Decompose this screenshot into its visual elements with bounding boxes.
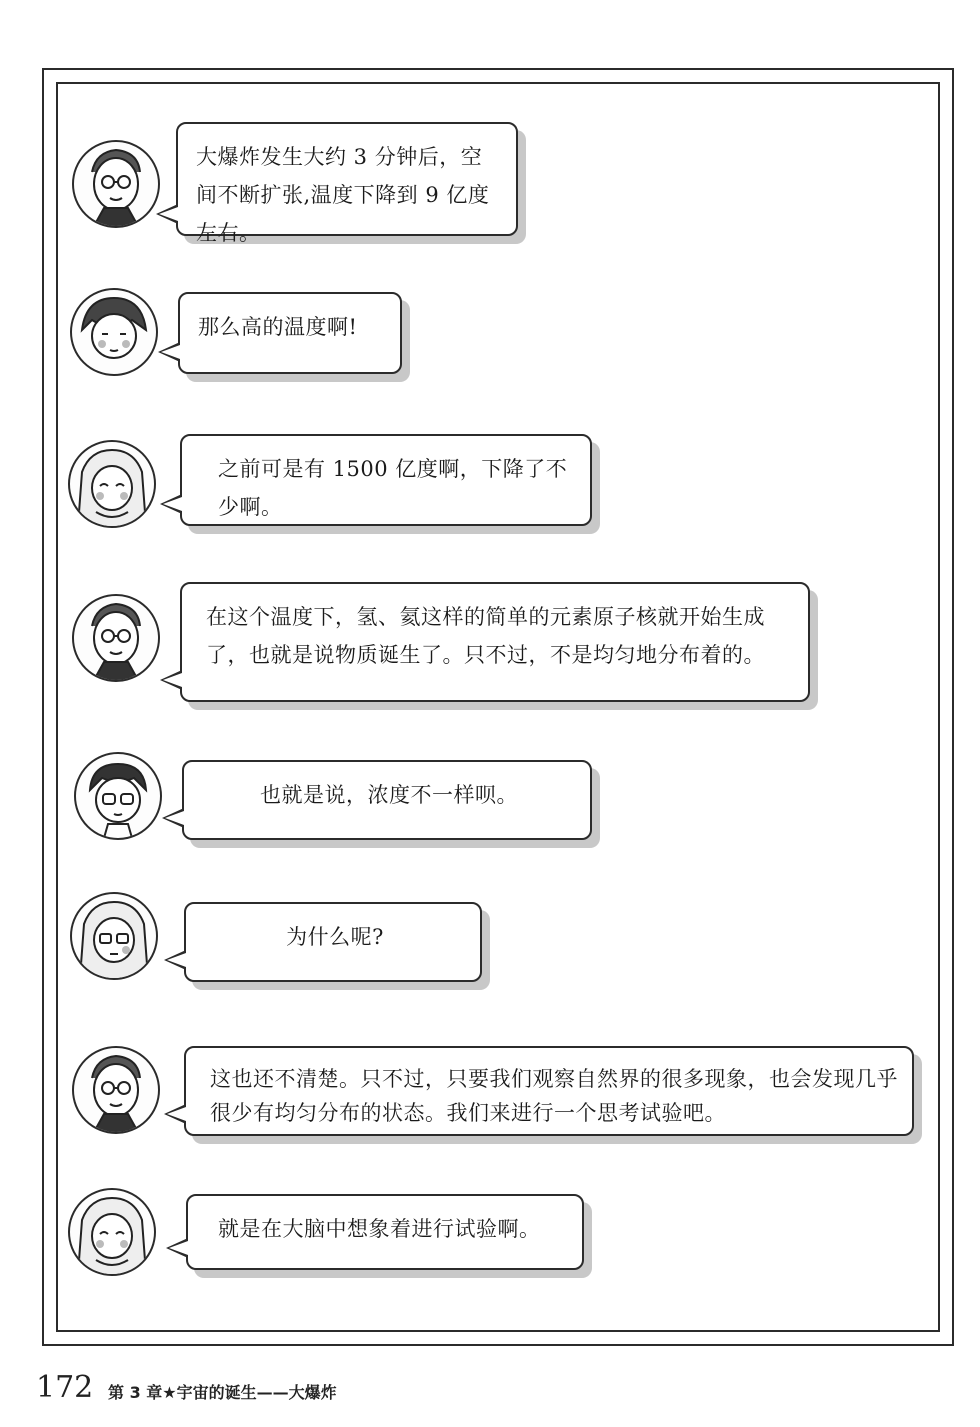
professor-avatar-icon — [72, 140, 160, 228]
boy-glasses-avatar-icon — [74, 752, 162, 840]
page-number: 172 — [36, 1370, 94, 1405]
girl-ponytail-avatar-icon — [70, 288, 158, 376]
speech-bubble — [186, 1194, 584, 1270]
dialogue-text: 为什么呢? — [286, 925, 384, 949]
bubble-tail — [156, 204, 178, 224]
dialogue-text: 就是在大脑中想象着进行试验啊。 — [218, 1217, 541, 1241]
bubble-tail — [164, 950, 186, 970]
girl-glasses-avatar-icon — [70, 892, 158, 980]
dialogue-text: 也就是说，浓度不一样呗。 — [260, 783, 518, 807]
speech-bubble — [176, 122, 518, 245]
speech-bubble — [182, 760, 592, 840]
dialogue-text: 在这个温度下，氢、氦这样的简单的元素原子核就开始生成了，也就是说物质诞生了。只不过，不是均匀地分布着的。 — [206, 605, 765, 667]
chapter-title: 第 3 章★宇宙的诞生——大爆炸 — [108, 1383, 337, 1402]
dialogue-text: 这也还不清楚。只不过，只要我们观察自然界的很多现象，也会发现几乎很少有均匀分布的状态。我们来进行一个思考试验吧。 — [210, 1067, 898, 1125]
bubble-tail — [162, 808, 184, 828]
bubble-tail — [166, 1238, 188, 1258]
speech-bubble — [178, 292, 402, 374]
professor-avatar-icon — [72, 1046, 160, 1134]
bubble-tail — [160, 670, 182, 690]
professor-avatar-icon — [72, 594, 160, 682]
bubble-tail — [160, 494, 182, 514]
girl-longhair-avatar-icon — [68, 1188, 156, 1276]
speech-bubble — [180, 434, 592, 526]
dialogue-text: 之前可是有 1500 亿度啊，下降了不少啊。 — [218, 457, 568, 519]
dialogue-text: 大爆炸发生大约 3 分钟后，空间不断扩张,温度下降到 9 亿度左右。 — [196, 145, 490, 245]
page-frame-inner — [56, 82, 940, 1332]
bubble-tail — [158, 342, 180, 362]
speech-bubble — [184, 902, 482, 982]
speech-bubble — [180, 582, 810, 702]
bubble-tail — [164, 1104, 186, 1124]
speech-bubble — [184, 1046, 914, 1136]
dialogue-text: 那么高的温度啊! — [198, 315, 358, 339]
girl-longhair-avatar-icon — [68, 440, 156, 528]
